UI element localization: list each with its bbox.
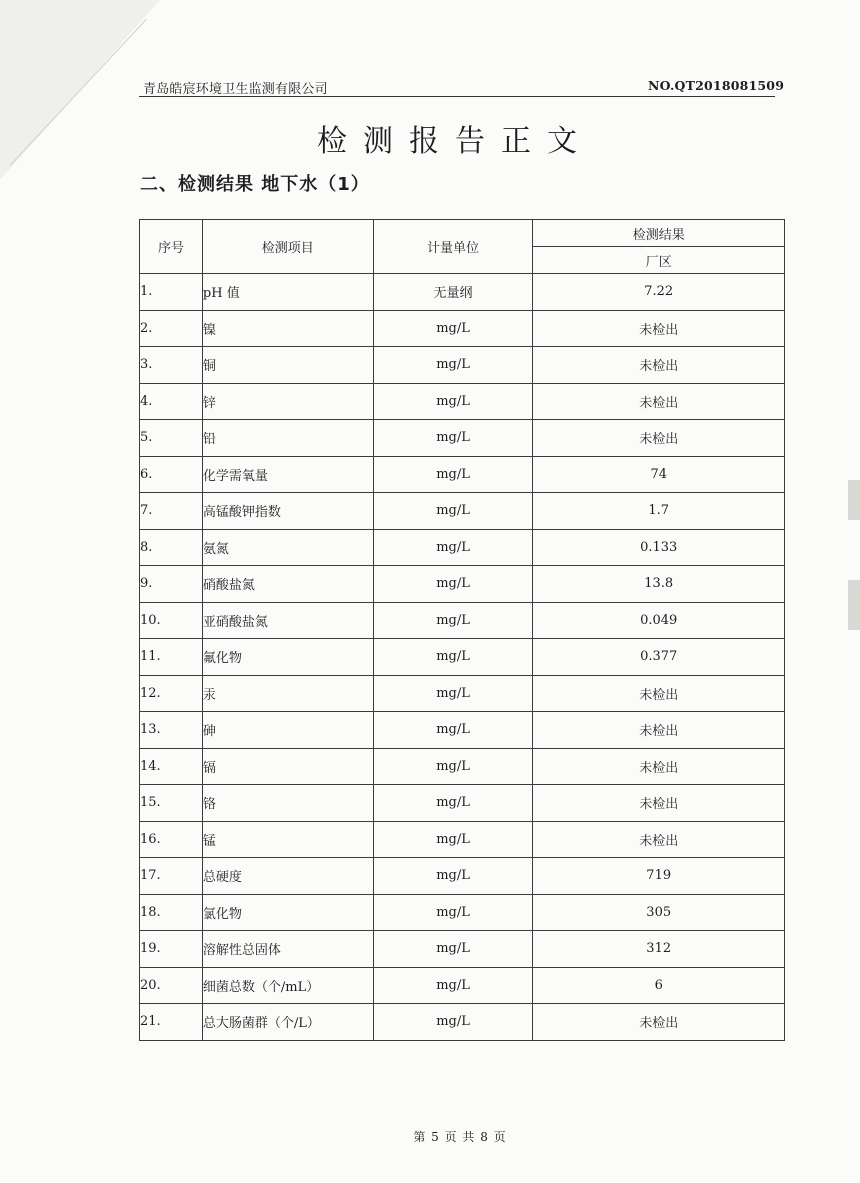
row-unit: mg/L xyxy=(373,456,533,493)
row-value: 7.22 xyxy=(533,274,785,311)
table-row xyxy=(140,347,785,384)
row-unit: mg/L xyxy=(373,748,533,785)
row-item: 氯化物 xyxy=(202,894,373,931)
row-value: 719 xyxy=(533,858,785,895)
table-row xyxy=(140,310,785,347)
table-row xyxy=(140,493,785,530)
row-value: 312 xyxy=(533,931,785,968)
company-name: 青岛皓宸环境卫生监测有限公司 xyxy=(143,82,328,97)
row-unit: mg/L xyxy=(373,493,533,530)
header-no: 序号 xyxy=(140,220,203,274)
table-row xyxy=(140,639,785,676)
row-unit: mg/L xyxy=(373,894,533,931)
row-item: 砷 xyxy=(202,712,373,749)
table-row xyxy=(140,858,785,895)
row-item: 锌 xyxy=(202,383,373,420)
row-unit: mg/L xyxy=(373,858,533,895)
header-divider xyxy=(139,96,775,97)
table-row xyxy=(140,383,785,420)
header-result: 检测结果 xyxy=(533,220,785,247)
row-value: 74 xyxy=(533,456,785,493)
row-number: 9. xyxy=(140,566,203,603)
table-row xyxy=(140,785,785,822)
row-item: 硝酸盐氮 xyxy=(202,566,373,603)
row-number: 2. xyxy=(140,310,203,347)
row-unit: mg/L xyxy=(373,785,533,822)
row-unit: mg/L xyxy=(373,967,533,1004)
header-site: 厂区 xyxy=(533,247,785,274)
row-number: 15. xyxy=(140,785,203,822)
row-item: 镍 xyxy=(202,310,373,347)
table-row xyxy=(140,967,785,1004)
table-row xyxy=(140,931,785,968)
table-row xyxy=(140,712,785,749)
row-unit: mg/L xyxy=(373,310,533,347)
row-number: 8. xyxy=(140,529,203,566)
row-number: 6. xyxy=(140,456,203,493)
row-number: 3. xyxy=(140,347,203,384)
row-number: 17. xyxy=(140,858,203,895)
row-value: 未检出 xyxy=(533,383,785,420)
row-number: 18. xyxy=(140,894,203,931)
row-value: 未检出 xyxy=(533,347,785,384)
row-unit: mg/L xyxy=(373,675,533,712)
row-value: 未检出 xyxy=(533,310,785,347)
row-item: 镉 xyxy=(202,748,373,785)
row-unit: mg/L xyxy=(373,566,533,603)
row-value: 6 xyxy=(533,967,785,1004)
row-item: 高锰酸钾指数 xyxy=(202,493,373,530)
row-unit: mg/L xyxy=(373,712,533,749)
row-item: 锰 xyxy=(202,821,373,858)
row-value: 13.8 xyxy=(533,566,785,603)
table-row xyxy=(140,821,785,858)
row-number: 21. xyxy=(140,1004,203,1041)
scan-edge-mark xyxy=(848,480,860,520)
row-unit: mg/L xyxy=(373,821,533,858)
section-heading: 二、检测结果 地下水（1） xyxy=(140,174,370,195)
table-row xyxy=(140,894,785,931)
row-unit: mg/L xyxy=(373,602,533,639)
table-body xyxy=(140,274,785,1041)
row-number: 4. xyxy=(140,383,203,420)
page-footer: 第 5 页 共 8 页 xyxy=(413,1130,507,1144)
report-number: NO.QT2018081509 xyxy=(648,78,785,93)
row-item: 汞 xyxy=(202,675,373,712)
results-table xyxy=(139,219,785,1041)
row-unit: mg/L xyxy=(373,529,533,566)
page-title: 检测报告正文 xyxy=(317,124,593,159)
table-row xyxy=(140,602,785,639)
row-item: 铅 xyxy=(202,420,373,457)
scan-edge-mark xyxy=(848,580,860,630)
row-unit: 无量纲 xyxy=(373,274,533,311)
row-number: 5. xyxy=(140,420,203,457)
table-row xyxy=(140,675,785,712)
table-row xyxy=(140,1004,785,1041)
row-value: 305 xyxy=(533,894,785,931)
header-unit: 计量单位 xyxy=(373,220,533,274)
row-number: 11. xyxy=(140,639,203,676)
table-row xyxy=(140,420,785,457)
row-item: 化学需氧量 xyxy=(202,456,373,493)
row-number: 16. xyxy=(140,821,203,858)
table-row xyxy=(140,529,785,566)
table-row xyxy=(140,748,785,785)
row-item: 氟化物 xyxy=(202,639,373,676)
row-item: 亚硝酸盐氮 xyxy=(202,602,373,639)
row-number: 1. xyxy=(140,274,203,311)
row-number: 20. xyxy=(140,967,203,1004)
header-item: 检测项目 xyxy=(202,220,373,274)
row-item: 铜 xyxy=(202,347,373,384)
row-value: 未检出 xyxy=(533,675,785,712)
row-value: 未检出 xyxy=(533,420,785,457)
row-item: 氨氮 xyxy=(202,529,373,566)
row-value: 未检出 xyxy=(533,821,785,858)
table-row xyxy=(140,274,785,311)
row-value: 0.133 xyxy=(533,529,785,566)
row-value: 0.377 xyxy=(533,639,785,676)
row-number: 12. xyxy=(140,675,203,712)
row-number: 10. xyxy=(140,602,203,639)
row-value: 1.7 xyxy=(533,493,785,530)
row-item: 总硬度 xyxy=(202,858,373,895)
row-number: 14. xyxy=(140,748,203,785)
row-unit: mg/L xyxy=(373,1004,533,1041)
row-item: 溶解性总固体 xyxy=(202,931,373,968)
row-value: 未检出 xyxy=(533,712,785,749)
row-value: 未检出 xyxy=(533,748,785,785)
row-item: 铬 xyxy=(202,785,373,822)
row-unit: mg/L xyxy=(373,931,533,968)
row-unit: mg/L xyxy=(373,347,533,384)
row-item: 总大肠菌群（个/L） xyxy=(202,1004,373,1041)
row-number: 7. xyxy=(140,493,203,530)
row-number: 19. xyxy=(140,931,203,968)
row-value: 未检出 xyxy=(533,785,785,822)
row-value: 0.049 xyxy=(533,602,785,639)
row-unit: mg/L xyxy=(373,639,533,676)
table-row xyxy=(140,456,785,493)
row-item: 细菌总数（个/mL） xyxy=(202,967,373,1004)
row-unit: mg/L xyxy=(373,420,533,457)
table-row xyxy=(140,566,785,603)
row-item: pH 值 xyxy=(202,274,373,311)
row-number: 13. xyxy=(140,712,203,749)
row-unit: mg/L xyxy=(373,383,533,420)
row-value: 未检出 xyxy=(533,1004,785,1041)
